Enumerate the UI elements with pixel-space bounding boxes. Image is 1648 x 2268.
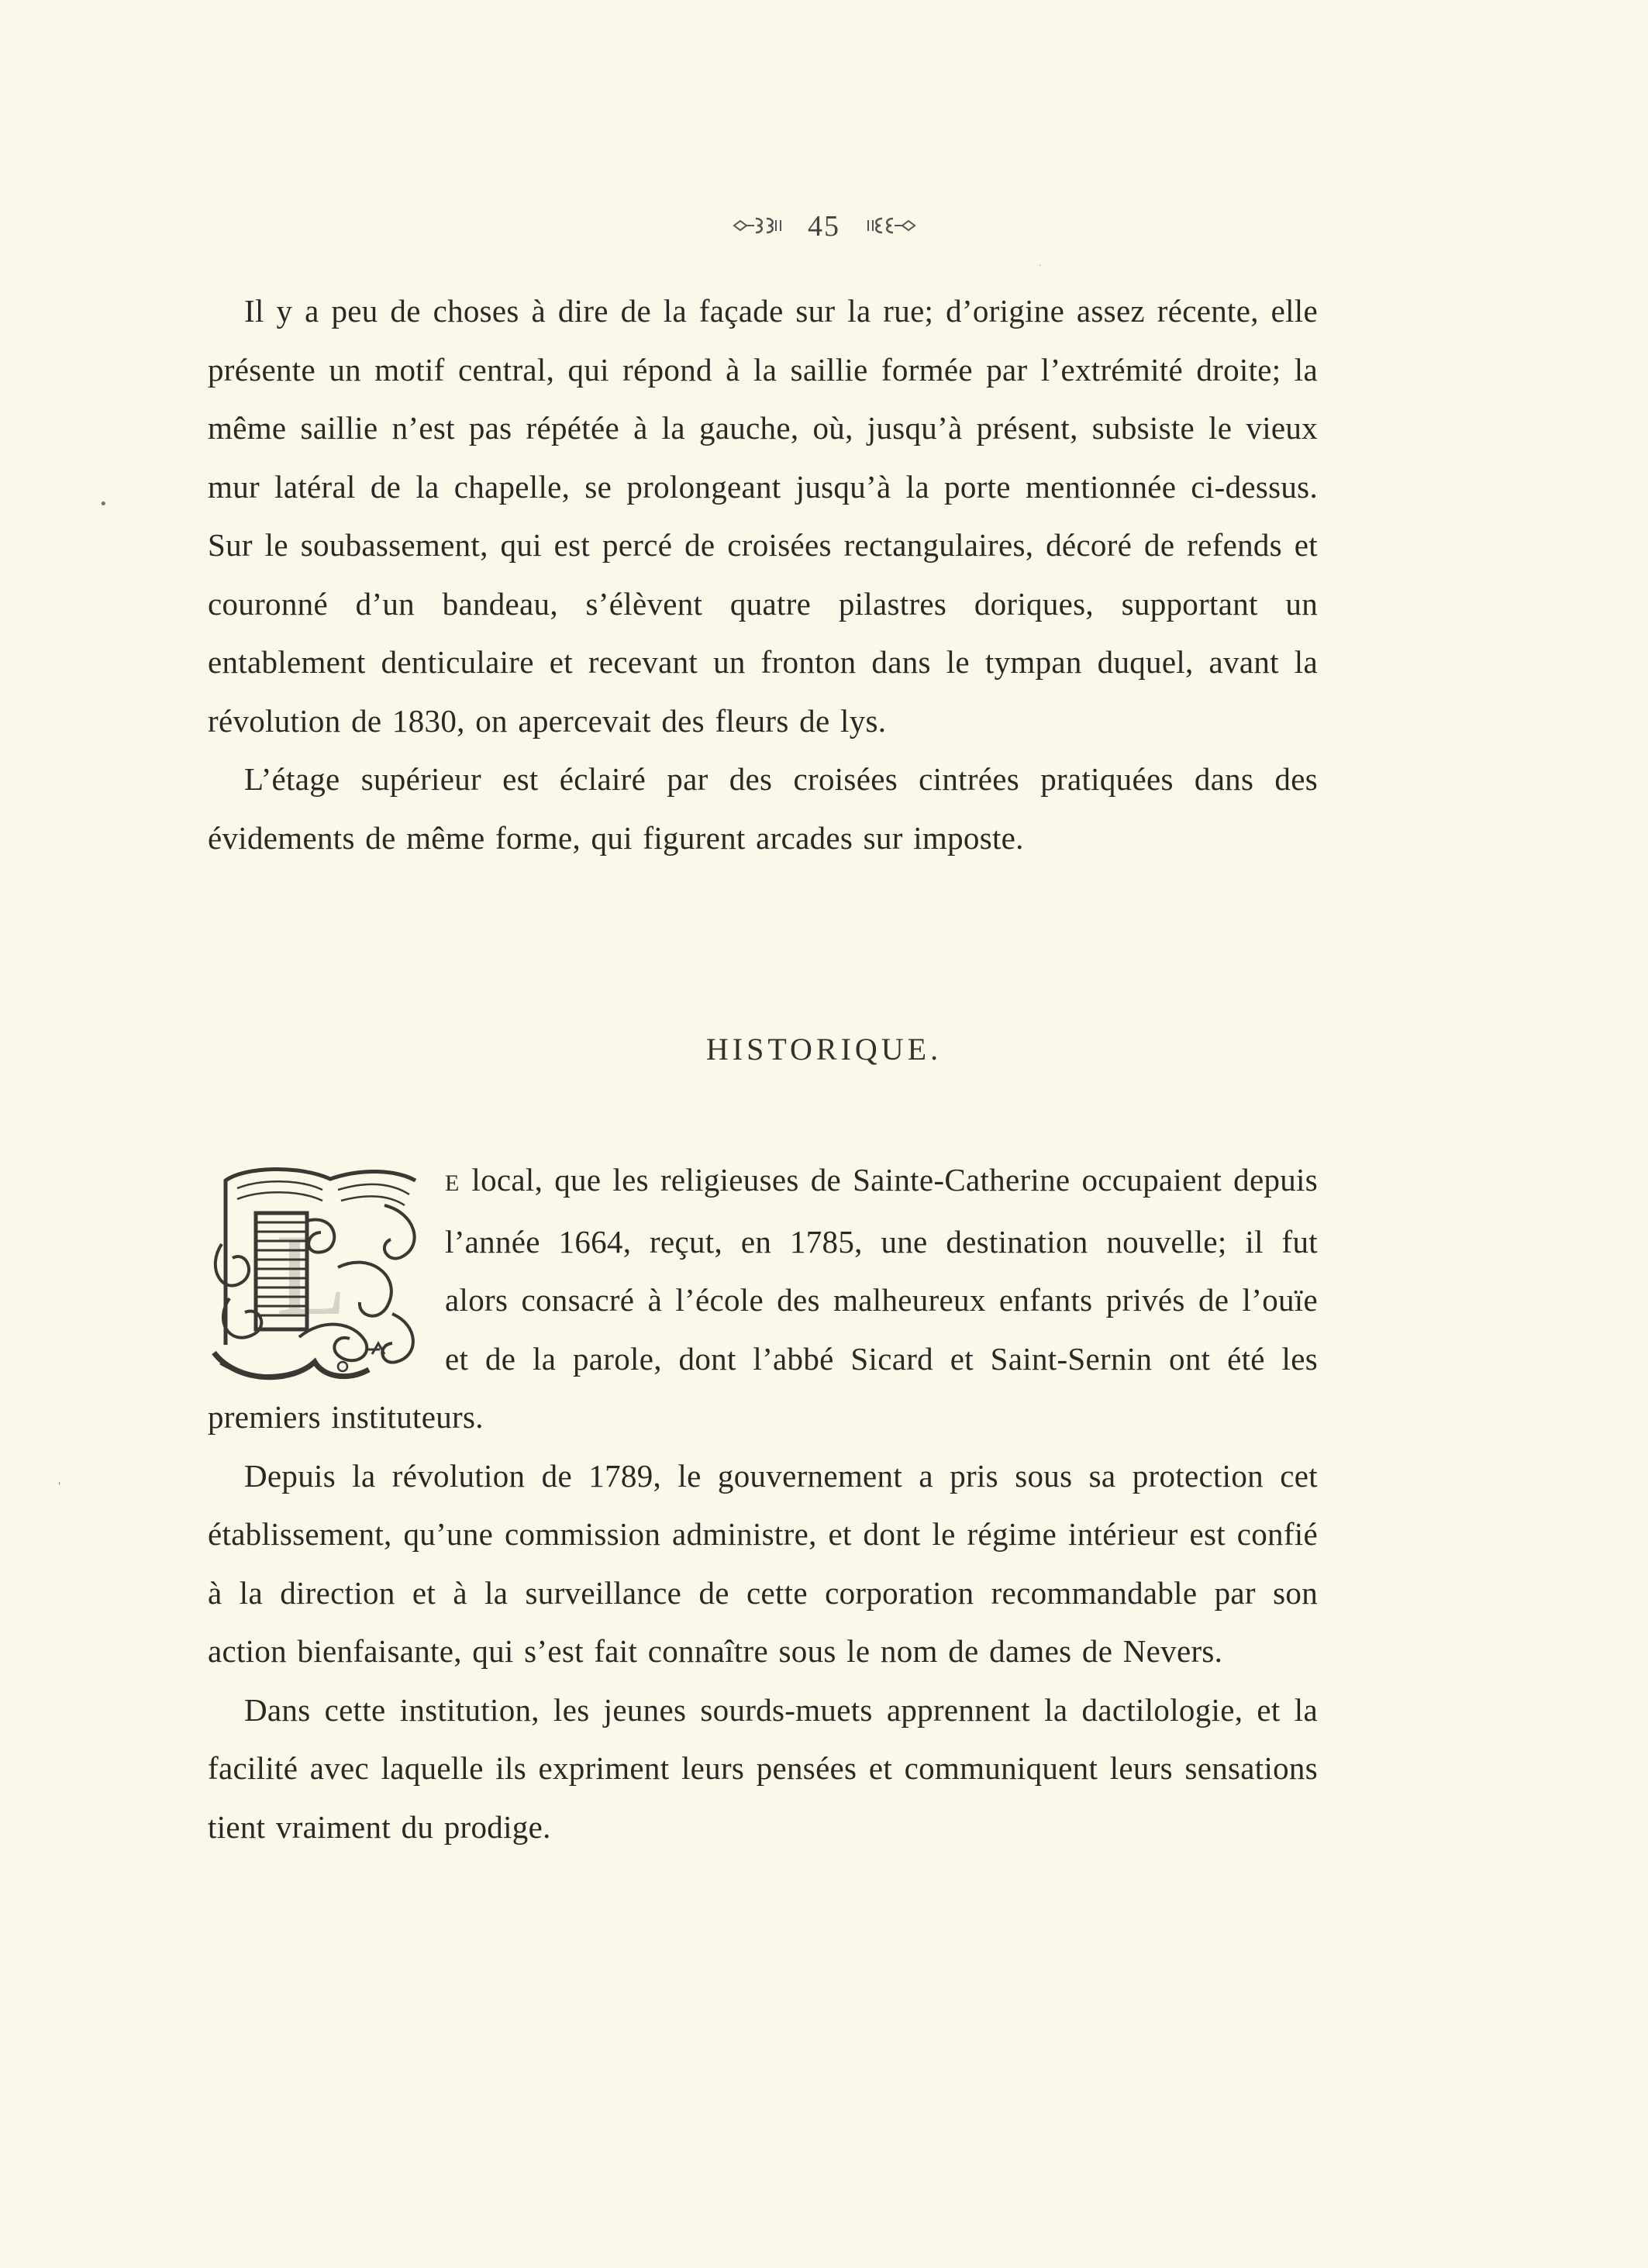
historique-paragraph-2: Depuis la révolution de 1789, le gouvernement a pris sous sa protection cet établissement, qu’une commission administre, et dont le régime intérieur est confié à la direction et à la surveillance de cette corporation recommandable par son action bienfaisante, qui s’est fait connaître sous le nom de dames de Nevers. xyxy=(208,1457,1318,1669)
ornamental-drop-cap-l-icon xyxy=(206,1159,431,1387)
header-ornament-right-icon xyxy=(862,215,916,242)
facade-paragraph-2: L’étage supérieur est éclairé par des croisées cintrées pratiquées dans des évidements de même forme, qui figurent arcades sur imposte. xyxy=(208,761,1318,856)
first-word-caps: E xyxy=(445,1170,460,1196)
page-number: 45 xyxy=(808,210,840,243)
paper-speck: ' xyxy=(58,1480,61,1491)
historique-paragraph-1-text: local, que les religieuses de Sainte-Catherine occupaient depuis l’année 1664, reçut, en 1785, une destination nouvelle; il fut alors consacré à l’école des malheureux enfants privés de l’ouïe et de la parole, dont l’abbé Sicard et Saint-Sernin ont été les premiers instituteurs. xyxy=(208,1162,1318,1435)
paper-speck: · xyxy=(1039,262,1042,271)
facade-section xyxy=(208,282,1318,867)
facade-paragraph-1: Il y a peu de choses à dire de la façade sur la rue; d’origine assez récente, elle présente un motif central, qui répond à la saillie formée par l’extrémité droite; la même saillie n’est pas répétée à la gauche, où, jusqu’à présent, subsiste le vieux mur latéral de la chapelle, se prolongeant jusqu’à la porte mentionnée ci-dessus. Sur le soubassement, qui est percé de croisées rectangulaires, décoré de refends et couronné d’un bandeau, s’élèvent quatre pilastres doriques, supportant un entablement denticulaire et recevant un fronton dans le tympan duquel, avant la révolution de 1830, on apercevait des fleurs de lys. xyxy=(208,293,1318,739)
historique-paragraph-3: Dans cette institution, les jeunes sourds-muets apprennent la dactilologie, et la facilité avec laquelle ils expriment leurs pensées et communiquent leurs sensations tient vraiment du prodige. xyxy=(208,1691,1318,1845)
page-header xyxy=(0,209,1648,243)
section-title-historique: HISTORIQUE. xyxy=(705,1032,943,1067)
drop-cap-letter: L xyxy=(276,1211,347,1339)
historique-section xyxy=(208,1151,1318,1856)
paper-speck: • xyxy=(99,496,108,512)
header-ornament-left-icon xyxy=(733,215,787,242)
